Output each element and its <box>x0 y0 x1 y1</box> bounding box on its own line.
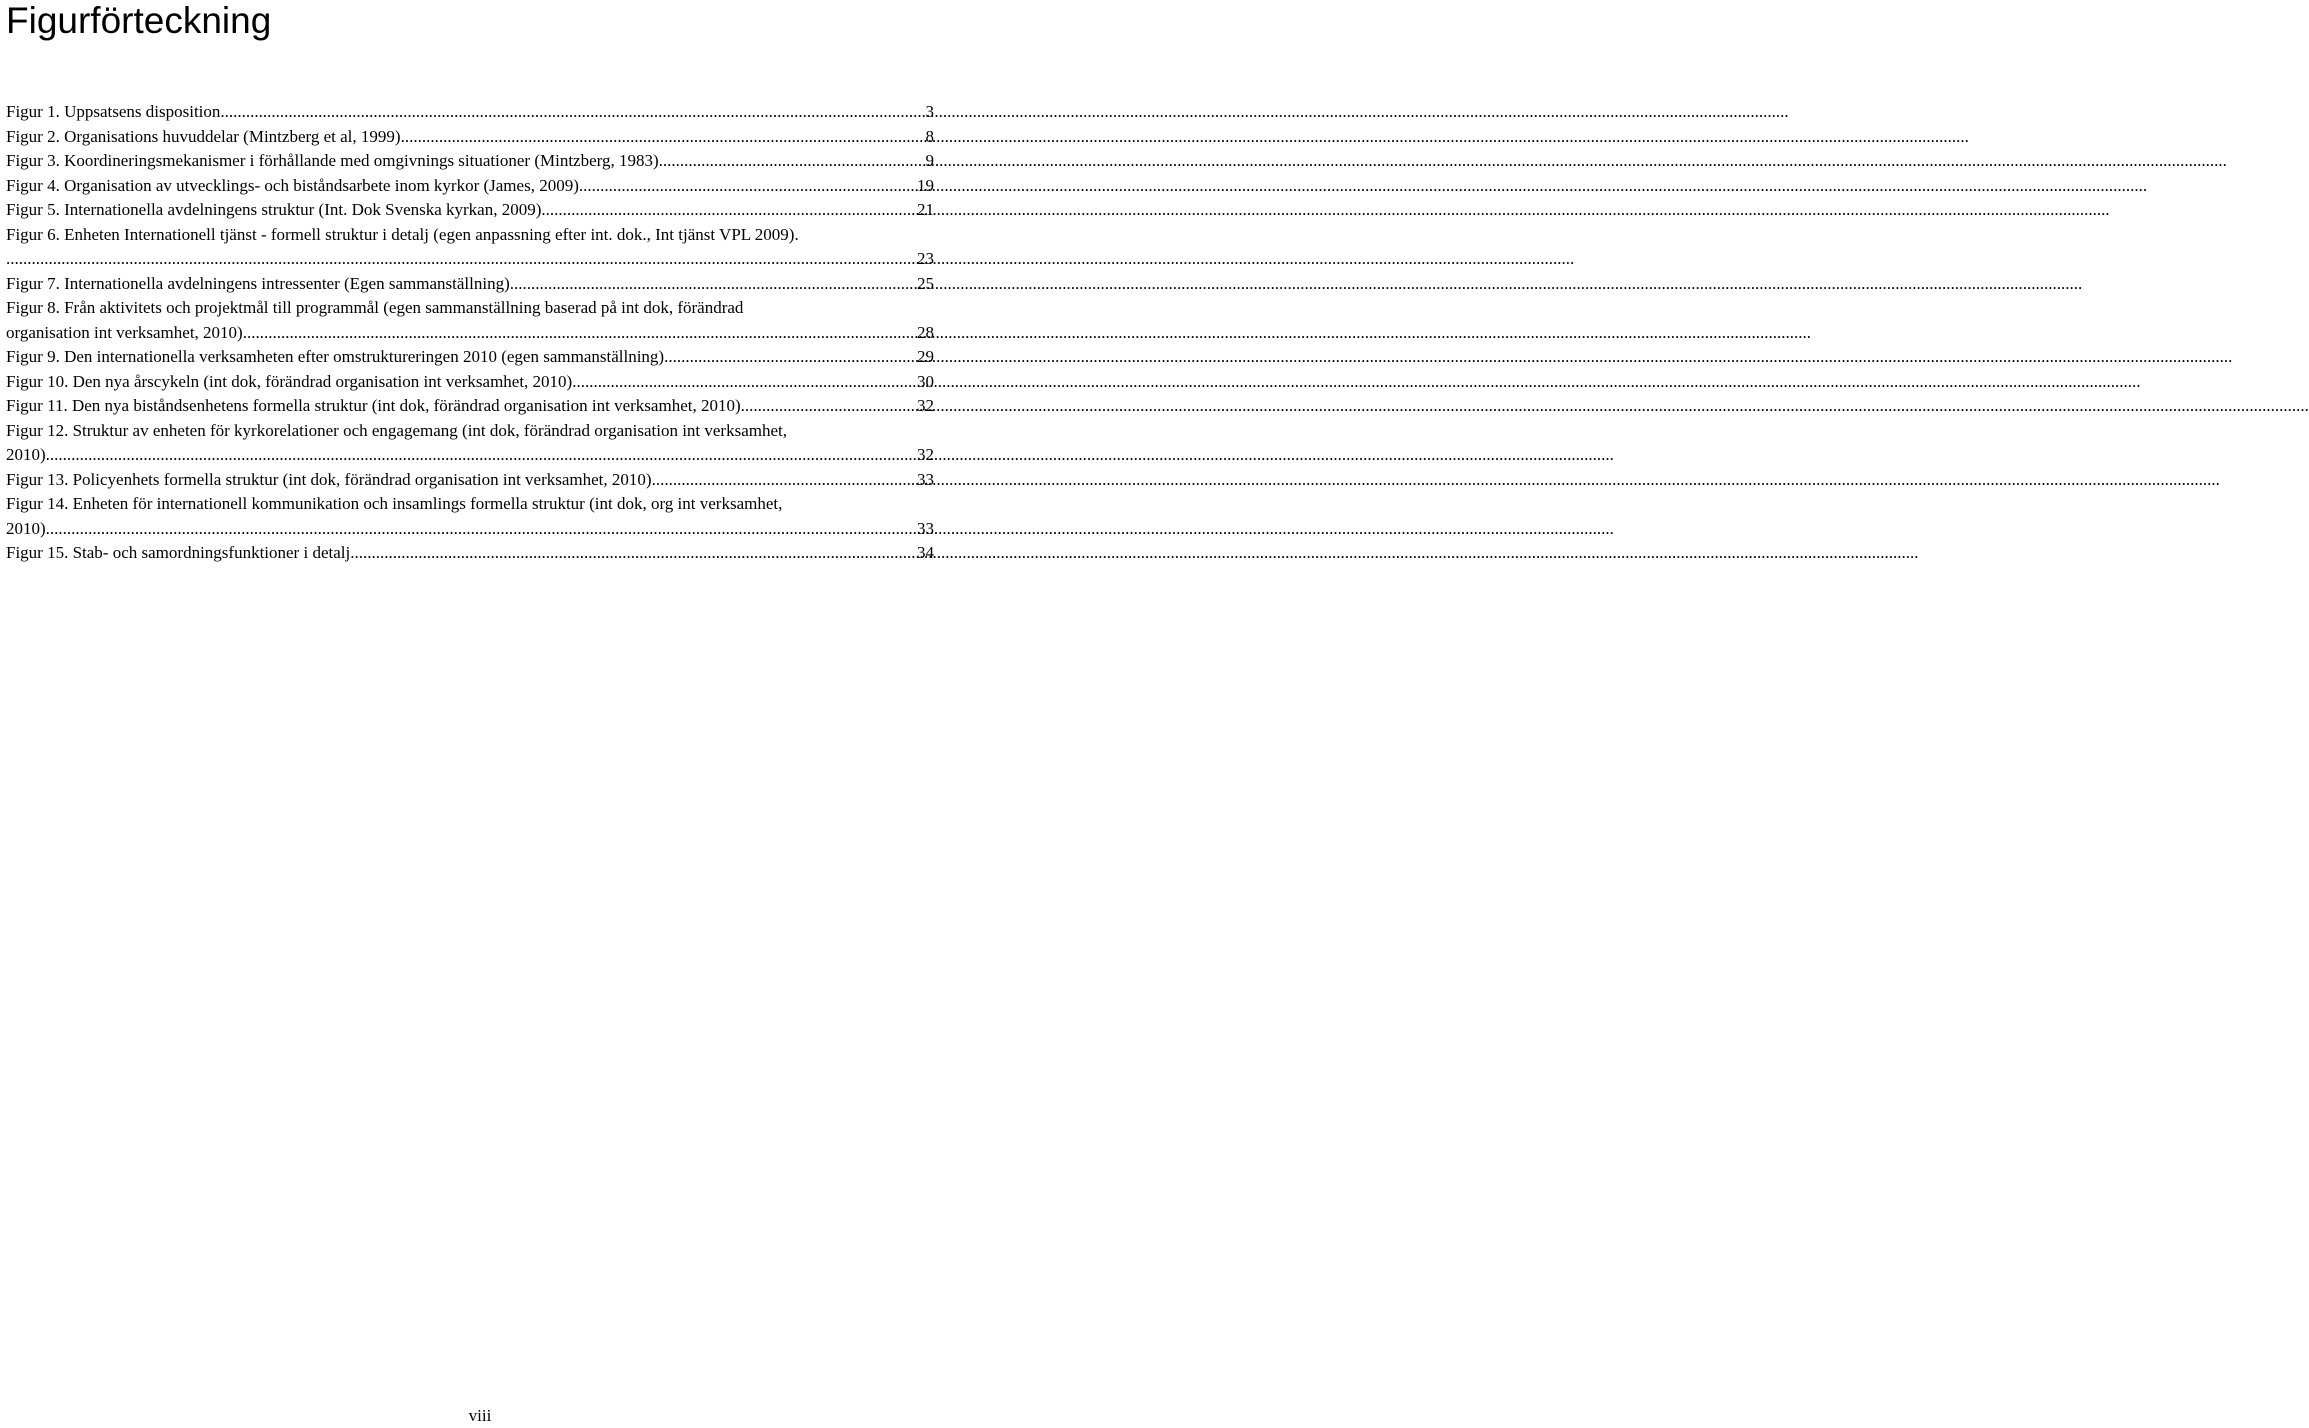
toc-leader-dots <box>652 468 914 493</box>
toc-entry-3[interactable] <box>6 149 934 174</box>
toc-entry-label: 2010) <box>6 518 46 538</box>
toc-entry-page: 29 <box>917 347 934 366</box>
toc-entry-label: Figur 14. Enheten för internationell kommunikation och insamlings formella struktur (int dok, org int verksamhet, <box>6 494 783 513</box>
toc-leader-dots <box>572 370 914 395</box>
toc-entry-page: 32 <box>917 396 934 415</box>
toc-leader-dots <box>579 174 914 199</box>
toc-entry-page: 8 <box>925 126 934 146</box>
toc-entry-13[interactable] <box>6 468 934 493</box>
toc-entry-label: Figur 5. Internationella avdelningens struktur (Int. Dok Svenska kyrkan, 2009) <box>6 200 542 219</box>
toc-entry-page: 3 <box>925 102 934 121</box>
toc-entry-8-first-line[interactable] <box>6 296 934 321</box>
toc-entry-1[interactable] <box>6 100 934 125</box>
toc-entry-label: 2010) <box>6 445 46 464</box>
toc-entry-label: Figur 1. Uppsatsens disposition <box>6 102 221 121</box>
toc-entry-label: Figur 6. Enheten Internationell tjänst - formell struktur i detalj (egen anpassning efter int. dok., Int tjänst VPL 2009). <box>6 224 799 244</box>
toc-leader-dots <box>6 247 914 272</box>
toc-entry-4[interactable] <box>6 174 934 199</box>
toc-leader-dots <box>741 394 914 419</box>
toc-entry-6[interactable] <box>6 247 934 272</box>
toc-entry-label: Figur 12. Struktur av enheten för kyrkorelationer och engagemang (int dok, förändrad organisation int verksamhet, <box>6 420 787 440</box>
toc-entry-14-first-line[interactable] <box>6 492 934 517</box>
toc-leader-dots <box>243 321 914 346</box>
toc-entry-6-first-line[interactable] <box>6 223 934 248</box>
toc-entry-label: organisation int verksamhet, 2010) <box>6 322 243 342</box>
toc-entry-10[interactable] <box>6 370 934 395</box>
toc-leader-dots <box>514 272 914 297</box>
toc-entry-label: Figur 13. Policyenhets formella struktur (int dok, förändrad organisation int verksamhet, 2010) <box>6 469 652 489</box>
toc-entry-9[interactable] <box>6 345 934 370</box>
toc-entry-label: Figur 2. Organisations huvuddelar (Mintzberg et al, 1999) <box>6 126 401 146</box>
toc-entry-2[interactable] <box>6 125 934 150</box>
toc-entry-page: 30 <box>917 371 934 391</box>
toc-leader-dots <box>46 517 914 542</box>
toc-entry-label: Figur 8. Från aktivitets och projektmål till programmål (egen sammanställning baserad på int dok, förändrad <box>6 298 744 317</box>
toc-leader-dots <box>659 149 923 174</box>
toc-entry-label: Figur 15. Stab- och samordningsfunktioner i detalj <box>6 543 351 562</box>
toc-entry-page: 28 <box>917 322 934 342</box>
page-number: viii <box>468 1406 492 1425</box>
toc-entry-label: Figur 11. Den nya biståndsenhetens formella struktur (int dok, förändrad organisation int verksamhet, 2010) <box>6 396 741 415</box>
toc-entry-15[interactable] <box>6 541 934 566</box>
toc-entry-page: 33 <box>917 518 934 538</box>
toc-entry-7[interactable] <box>6 272 934 297</box>
toc-entry-12[interactable] <box>6 443 934 468</box>
toc-entry-page: 32 <box>917 445 934 464</box>
toc-entry-12-first-line[interactable] <box>6 419 934 444</box>
toc-entry-page: 25 <box>917 273 934 293</box>
toc-leader-dots <box>541 198 914 223</box>
toc-entry-label: Figur 9. Den internationella verksamheten efter omstruktureringen 2010 (egen sammanställning) <box>6 347 665 366</box>
toc-entry-page: 23 <box>917 249 934 268</box>
toc-entry-14[interactable] <box>6 517 934 542</box>
toc-entry-8[interactable] <box>6 321 934 346</box>
toc-entry-label: Figur 4. Organisation av utvecklings- och biståndsarbete inom kyrkor (James, 2009) <box>6 175 579 195</box>
toc-entry-page: 19 <box>917 175 934 195</box>
toc-leader-dots <box>664 345 914 370</box>
toc-leader-dots <box>350 541 914 566</box>
toc-entry-label: Figur 3. Koordineringsmekanismer i förhållande med omgivnings situationer (Mintzberg, 1983) <box>6 151 659 170</box>
toc-leader-dots <box>46 443 914 468</box>
toc-entry-label: Figur 10. Den nya årscykeln (int dok, förändrad organisation int verksamhet, 2010) <box>6 371 573 391</box>
toc-leader-dots <box>220 100 922 125</box>
toc-entry-page: 34 <box>917 543 934 562</box>
page-title: Figurförteckning <box>6 0 272 41</box>
toc-entry-page: 9 <box>925 151 934 170</box>
toc-entry-5[interactable] <box>6 198 934 223</box>
figure-list <box>6 100 934 566</box>
toc-entry-label: Figur 7. Internationella avdelningens intressenter (Egen sammanställning). <box>6 273 514 293</box>
toc-entry-page: 21 <box>917 200 934 219</box>
toc-entry-11[interactable] <box>6 394 934 419</box>
toc-entry-page: 33 <box>917 469 934 489</box>
toc-leader-dots <box>401 125 923 150</box>
